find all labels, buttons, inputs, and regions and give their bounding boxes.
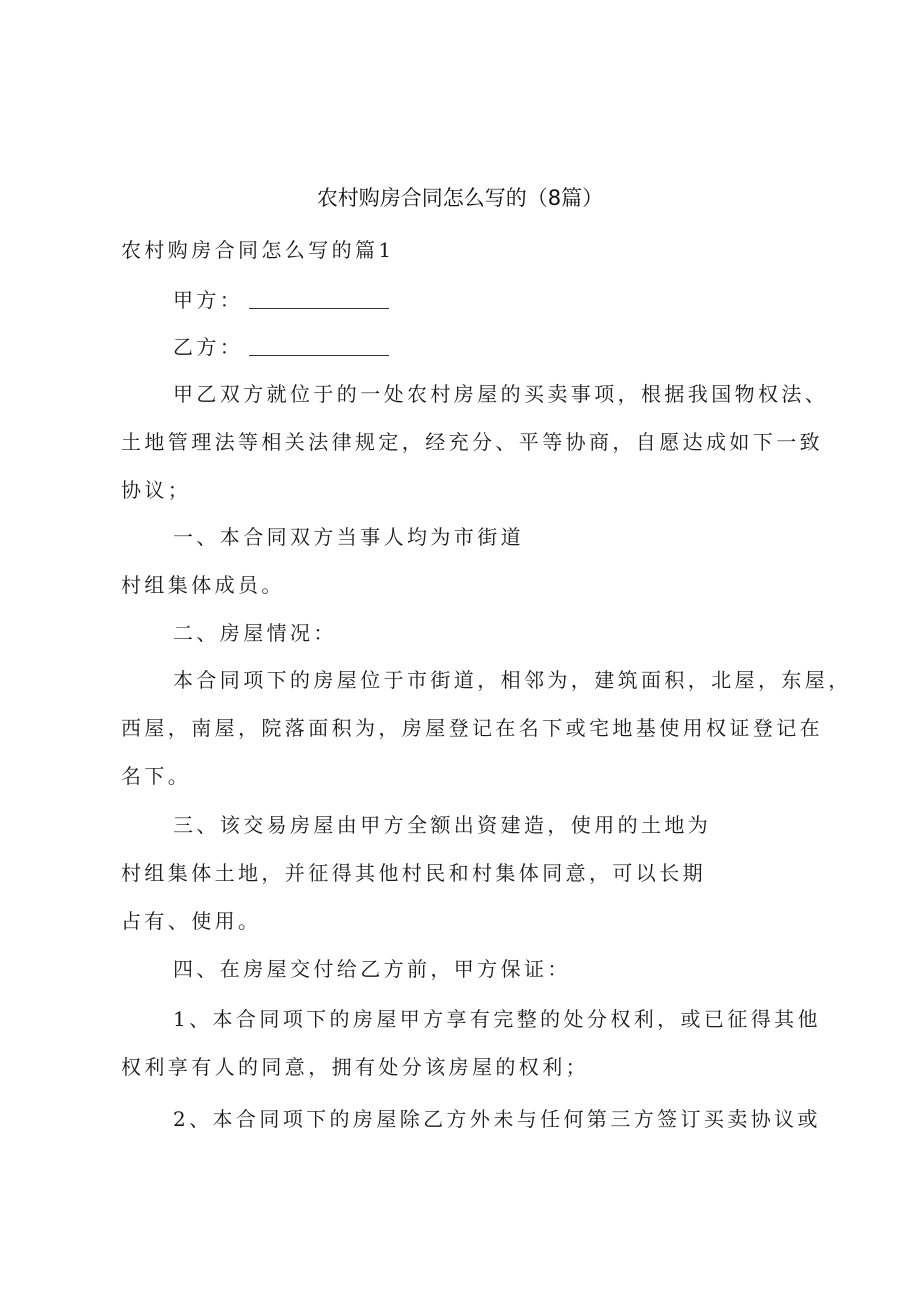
- paragraph-line: 村组集体成员。: [121, 573, 285, 597]
- paragraph-line: 西屋，南屋，院落面积为，房屋登记在名下或宅地基使用权证登记在: [121, 716, 823, 740]
- section-heading: 农村购房合同怎么写的篇1: [121, 238, 395, 262]
- paragraph-line: 村组集体土地，并征得其他村民和村集体同意，可以长期: [121, 861, 706, 885]
- party-b-label: 乙方：: [173, 335, 244, 359]
- paragraph-line: 四、在房屋交付给乙方前，甲方保证：: [173, 957, 571, 981]
- paragraph-line: 本合同项下的房屋位于市街道，相邻为，建筑面积，北屋，东屋，: [173, 668, 852, 692]
- paragraph-line: 一、本合同双方当事人均为市街道: [173, 525, 524, 549]
- paragraph-line: 甲乙双方就位于的一处农村房屋的买卖事项，根据我国物权法、: [173, 382, 829, 406]
- party-b-blank: [249, 335, 389, 356]
- paragraph-line: 土地管理法等相关法律规定，经充分、平等协商，自愿达成如下一致: [121, 430, 823, 454]
- paragraph-line: 协议；: [121, 478, 192, 502]
- paragraph-line: 1、本合同项下的房屋甲方享有完整的处分权利，或已征得其他: [173, 1007, 821, 1031]
- paragraph-line: 占有、使用。: [121, 909, 262, 933]
- paragraph-line: 名下。: [121, 764, 192, 788]
- paragraph-line: 2、本合同项下的房屋除乙方外未与任何第三方签订买卖协议或: [173, 1107, 821, 1131]
- paragraph-line: 二、房屋情况：: [173, 621, 337, 645]
- party-a-blank: [249, 288, 389, 309]
- paragraph-line: 三、该交易房屋由甲方全额出资建造，使用的土地为: [173, 813, 712, 837]
- party-a-line: [173, 284, 389, 316]
- party-a-label: 甲方：: [173, 288, 244, 312]
- party-b-line: [173, 331, 389, 363]
- document-title: 农村购房合同怎么写的（8篇）: [316, 186, 604, 210]
- paragraph-line: 权利享有人的同意，拥有处分该房屋的权利；: [121, 1055, 589, 1079]
